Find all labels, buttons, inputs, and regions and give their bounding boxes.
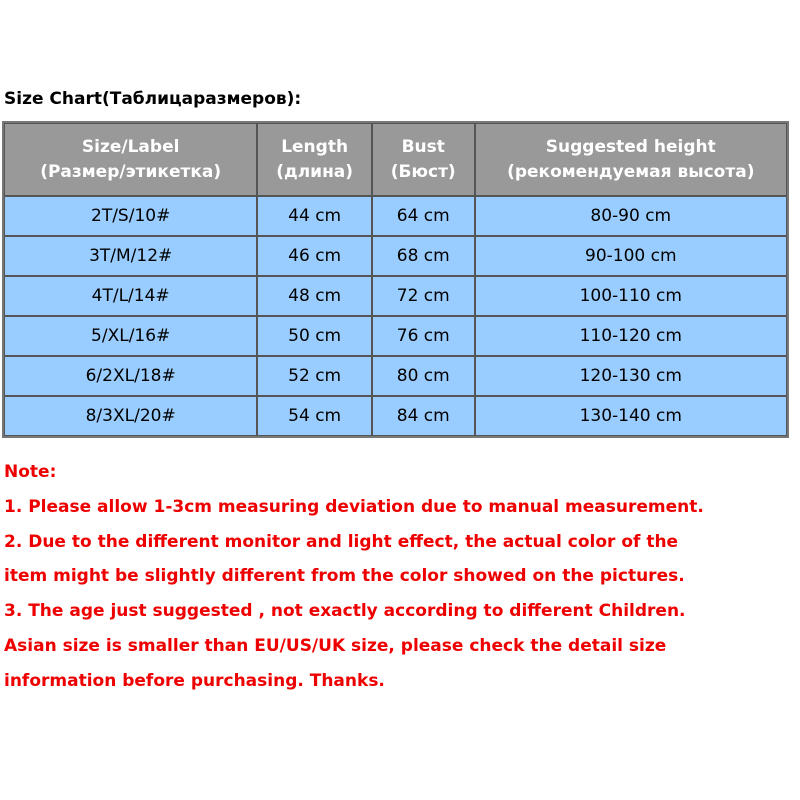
notes-heading: Note: (4, 462, 57, 482)
header-length (257, 123, 372, 196)
note-line: item might be slightly different from the color showed on the pictures. (4, 566, 685, 587)
note-line: 1. Please allow 1-3cm measuring deviation due to manual measurement. (4, 496, 704, 517)
cell-bust: 76 cm (372, 316, 475, 356)
header-size-label-en: Size/Label (81, 136, 180, 157)
table-row (4, 396, 787, 436)
cell-height: 120-130 cm (475, 356, 787, 396)
header-length-ru: (длина) (276, 161, 354, 182)
cell-bust: 80 cm (372, 356, 475, 396)
table-row (4, 316, 787, 356)
header-bust (372, 123, 475, 196)
table-row (4, 196, 787, 236)
cell-length: 48 cm (257, 276, 372, 316)
note-line: 2. Due to the different monitor and light effect, the actual color of the (4, 531, 679, 552)
cell-height: 80-90 cm (475, 196, 787, 236)
cell-bust: 68 cm (372, 236, 475, 276)
cell-size: 2T/S/10# (4, 196, 257, 236)
cell-length: 54 cm (257, 396, 372, 436)
cell-size: 5/XL/16# (4, 316, 257, 356)
size-chart-table (2, 121, 789, 438)
cell-length: 50 cm (257, 316, 372, 356)
header-bust-en: Bust (401, 136, 445, 157)
cell-length: 44 cm (257, 196, 372, 236)
table-header-row (4, 123, 787, 196)
note-line: Asian size is smaller than EU/US/UK size, please check the detail size (4, 635, 667, 656)
cell-size: 4T/L/14# (4, 276, 257, 316)
cell-bust: 64 cm (372, 196, 475, 236)
cell-length: 52 cm (257, 356, 372, 396)
table-row (4, 356, 787, 396)
cell-bust: 72 cm (372, 276, 475, 316)
cell-height: 100-110 cm (475, 276, 787, 316)
header-length-en: Length (281, 136, 349, 157)
cell-bust: 84 cm (372, 396, 475, 436)
cell-height: 110-120 cm (475, 316, 787, 356)
table-row (4, 236, 787, 276)
page-title: Size Chart(Таблицаразмеров): (4, 89, 302, 109)
cell-height: 90-100 cm (475, 236, 787, 276)
header-bust-ru: (Бюст) (390, 161, 456, 182)
note-line: 3. The age just suggested , not exactly according to different Children. (4, 601, 686, 622)
header-suggested-height-ru: (рекомендуемая высота) (507, 161, 755, 182)
cell-size: 8/3XL/20# (4, 396, 257, 436)
table-row (4, 276, 787, 316)
header-size-label (4, 123, 257, 196)
cell-size: 6/2XL/18# (4, 356, 257, 396)
cell-length: 46 cm (257, 236, 372, 276)
notes-section (4, 455, 794, 699)
header-suggested-height-en: Suggested height (545, 136, 716, 157)
cell-height: 130-140 cm (475, 396, 787, 436)
header-size-label-ru: (Размер/этикетка) (40, 161, 222, 182)
header-suggested-height (475, 123, 787, 196)
cell-size: 3T/M/12# (4, 236, 257, 276)
note-line: information before purchasing. Thanks. (4, 670, 385, 691)
